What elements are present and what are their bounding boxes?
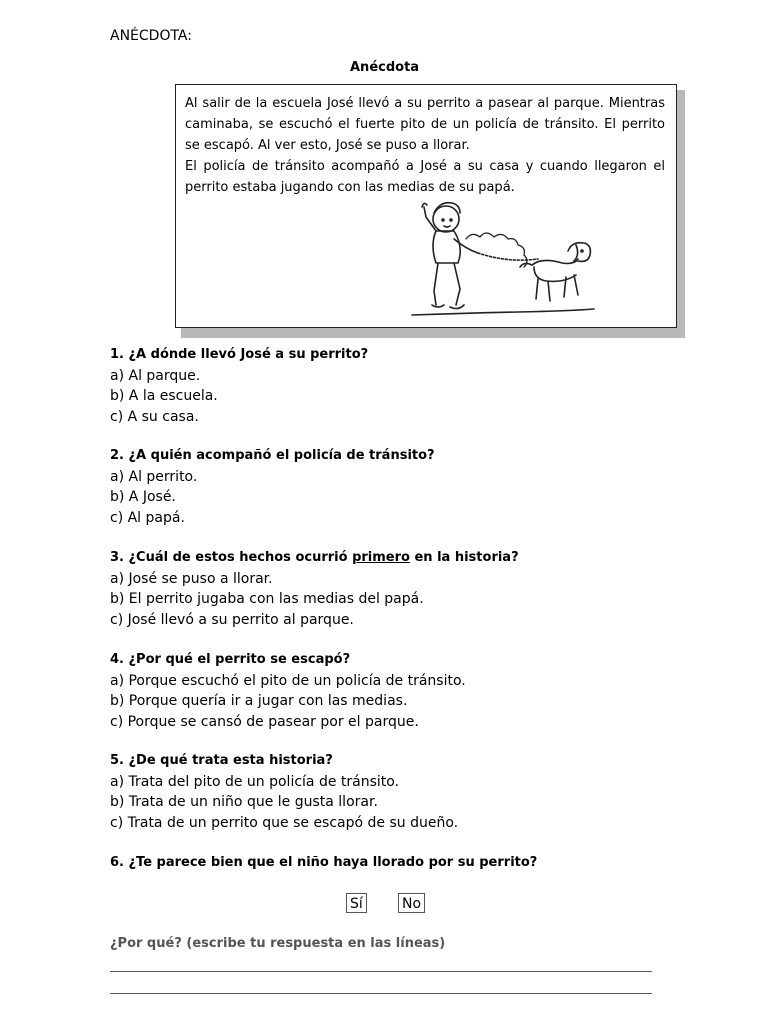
story-text — [185, 93, 665, 198]
question-2-option-c: c) Al papá. — [110, 509, 185, 526]
story-title: Anécdota — [350, 60, 420, 75]
question-5-option-b: b) Trata de un niño que le gusta llorar. — [110, 794, 378, 810]
question-6-title: 6. ¿Te parece bien que el niño haya llorado por su perrito? — [110, 855, 538, 870]
question-3 — [110, 548, 519, 630]
story-box — [175, 84, 677, 328]
question-1-title: 1. ¿A dónde llevó José a su perrito? — [110, 347, 369, 362]
question-2-option-b: b) A José. — [110, 489, 176, 505]
question-1-option-a: a) Al parque. — [110, 367, 201, 384]
question-2-title: 2. ¿A quién acompañó el policía de tránsito? — [110, 448, 435, 463]
question-3-title-emphasis: primero — [352, 550, 410, 565]
question-5-option-c: c) Trata de un perrito que se escapó de su dueño. — [110, 814, 459, 831]
story-paragraph-1: Al salir de la escuela José llevó a su perrito a pasear al parque. Mientras caminaba, se escuchó el fuerte pito de un policía de tránsito. El perrito se escapó. Al ver esto, José se puso a llorar. — [185, 96, 665, 153]
question-4-option-a: a) Porque escuchó el pito de un policía de tránsito. — [110, 672, 466, 689]
question-3-option-a: a) José se puso a llorar. — [110, 570, 273, 587]
question-4-option-b: b) Porque quería ir a jugar con las medias. — [110, 693, 408, 709]
question-4-title: 4. ¿Por qué el perrito se escapó? — [110, 652, 351, 667]
question-2 — [110, 446, 435, 528]
question-4 — [110, 650, 466, 732]
answer-line-1[interactable] — [110, 971, 652, 972]
question-4-option-c: c) Porque se cansó de pasear por el parque. — [110, 713, 419, 730]
question-3-option-b: b) El perrito jugaba con las medias del papá. — [110, 591, 424, 607]
question-3-title-end: en la historia? — [409, 550, 519, 565]
story-paragraph-2: El policía de tránsito acompañó a José a su casa y cuando llegaron el perrito estaba jugando con las medias de su papá. — [185, 159, 665, 195]
boy-walking-dog-illustration — [408, 195, 598, 323]
question-5-title: 5. ¿De qué trata esta historia? — [110, 753, 333, 768]
question-5 — [110, 751, 458, 833]
question-3-title-start: 3. ¿Cuál de estos hechos ocurrió — [110, 550, 353, 565]
question-2-option-a: a) Al perrito. — [110, 468, 198, 485]
yes-choice-box[interactable]: Sí — [346, 893, 367, 913]
question-6 — [110, 853, 537, 874]
question-3-option-c: c) José llevó a su perrito al parque. — [110, 611, 354, 628]
question-5-option-a: a) Trata del pito de un policía de tránsito. — [110, 773, 400, 790]
question-1-option-b: b) A la escuela. — [110, 388, 218, 404]
question-1 — [110, 345, 368, 427]
answer-line-2[interactable] — [110, 993, 652, 994]
question-3-title — [110, 548, 519, 569]
no-choice-box[interactable]: No — [398, 893, 425, 913]
why-prompt: ¿Por qué? (escribe tu respuesta en las líneas) — [110, 936, 446, 951]
page-header-title: ANÉCDOTA: — [110, 28, 192, 44]
question-1-option-c: c) A su casa. — [110, 408, 199, 425]
